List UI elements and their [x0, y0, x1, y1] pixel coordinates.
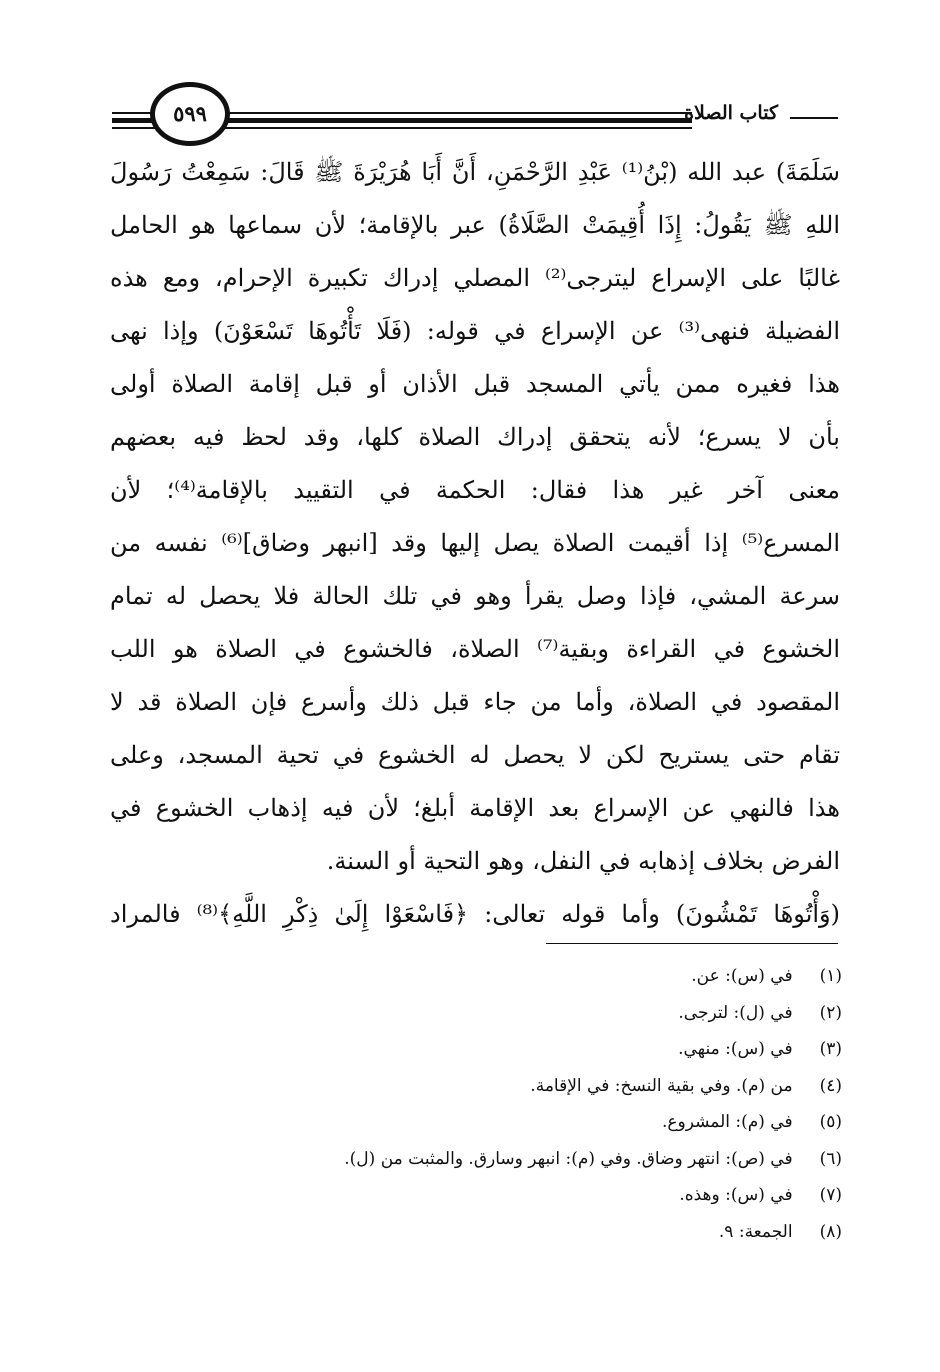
- footnote: [150, 1214, 842, 1251]
- footnote-text: في (ص): انتهر وضاق. وفي (م): انبهر وسارق. والمثبت من (ل).: [344, 1148, 793, 1169]
- footnote-text: في (م): المشروع.: [661, 1112, 793, 1132]
- text-line: المسرع⁽⁵⁾ إذا أقيمت الصلاة يصل إليها وقد [انبهر وضاق]⁽⁶⁾ نفسه من: [110, 529, 840, 557]
- footnote: [150, 995, 842, 1032]
- text-line: (وَأْتُوهَا تَمْشُونَ) وأما قوله تعالى: ﴿فَاسْعَوْا إِلَىٰ ذِكْرِ اللَّهِ﴾⁽⁸⁾ فالمراد: [110, 900, 840, 928]
- main-text: [110, 146, 840, 941]
- page-header: [112, 82, 838, 152]
- page-number: ٥٩٩: [173, 101, 207, 126]
- text-line: تقام حتى يستريح لكن لا يحصل له الخشوع في تحية المسجد، وعلى: [110, 741, 840, 769]
- footnotes: [150, 958, 842, 1250]
- footnote: [150, 1031, 842, 1068]
- footnote-number: (٦): [819, 1148, 842, 1169]
- text-line: هذا فغيره ممن يأتي المسجد قبل الأذان أو قبل إقامة الصلاة أولى: [110, 370, 840, 398]
- footnote-number: (٤): [819, 1075, 842, 1096]
- text-line: بأن لا يسرع؛ لأنه يتحقق إدراك الصلاة كلها، وقد لحظ فيه بعضهم: [110, 423, 840, 451]
- footnote-text: في (س): عن.: [691, 966, 793, 986]
- text-line: المقصود في الصلاة، وأما من جاء قبل ذلك وأسرع فإن الصلاة قد لا: [110, 688, 840, 716]
- footnote: [150, 1068, 842, 1105]
- text-line: سَلَمَةَ) عبد الله (بْنُ⁽¹⁾ عَبْدِ الرَّحْمَنِ، أَنَّ أَبَا هُرَيْرَةَ ﷺ قَالَ: سَمِعْتُ رَسُولَ: [110, 158, 840, 186]
- footnote-text: في (س): وهذه.: [679, 1185, 793, 1205]
- footnote-number: (٨): [819, 1221, 842, 1242]
- text-line: اللهِ ﷺ يَقُولُ: إِذَا أُقِيمَتْ الصَّلَاةُ) عبر بالإقامة؛ لأن سماعها هو الحامل: [110, 211, 840, 239]
- footnote-text: في (ل): لترجى.: [678, 1002, 793, 1023]
- running-title: كتاب الصلاة: [684, 102, 778, 124]
- footnote-number: (٢): [819, 1002, 842, 1023]
- footnote: [150, 1177, 842, 1214]
- footnote: [150, 958, 842, 995]
- text-line: الفرض بخلاف إذهابه في النفل، وهو التحية أو السنة.: [326, 847, 840, 875]
- text-line: معنى آخر غير هذا فقال: الحكمة في التقييد بالإقامة⁽⁴⁾؛ لأن: [110, 476, 840, 504]
- footnote-number: (٣): [819, 1039, 842, 1059]
- text-line: الفضيلة فنهى⁽³⁾ عن الإسراع في قوله: (فَلَا تَأْتُوهَا تَسْعَوْنَ) وإذا نهى: [110, 317, 840, 345]
- footnote-text: الجمعة: ٩.: [718, 1221, 793, 1242]
- footnote-separator: [546, 943, 838, 944]
- page-number-oval: [150, 82, 230, 146]
- footnote: [150, 1104, 842, 1141]
- footnote-text: في (س): منهي.: [678, 1039, 793, 1059]
- footnote-number: (٧): [819, 1185, 842, 1205]
- footnote-text: من (م). وفي بقية النسخ: في الإقامة.: [530, 1075, 793, 1096]
- text-line: الخشوع في القراءة وبقية⁽⁷⁾ الصلاة، فالخشوع في الصلاة هو اللب: [110, 635, 840, 663]
- header-dash: [790, 117, 838, 119]
- footnote: [150, 1141, 842, 1178]
- text-line: غالبًا على الإسراع ليترجى⁽²⁾ المصلي إدراك تكبيرة الإحرام، ومع هذه: [110, 264, 840, 292]
- text-line: هذا فالنهي عن الإسراع بعد الإقامة أبلغ؛ لأن فيه إذهاب الخشوع في: [110, 794, 840, 822]
- text-line: سرعة المشي، فإذا وصل يقرأ وهو في تلك الحالة فلا يحصل له تمام: [110, 582, 840, 610]
- footnote-number: (١): [819, 966, 842, 986]
- footnote-number: (٥): [819, 1112, 842, 1132]
